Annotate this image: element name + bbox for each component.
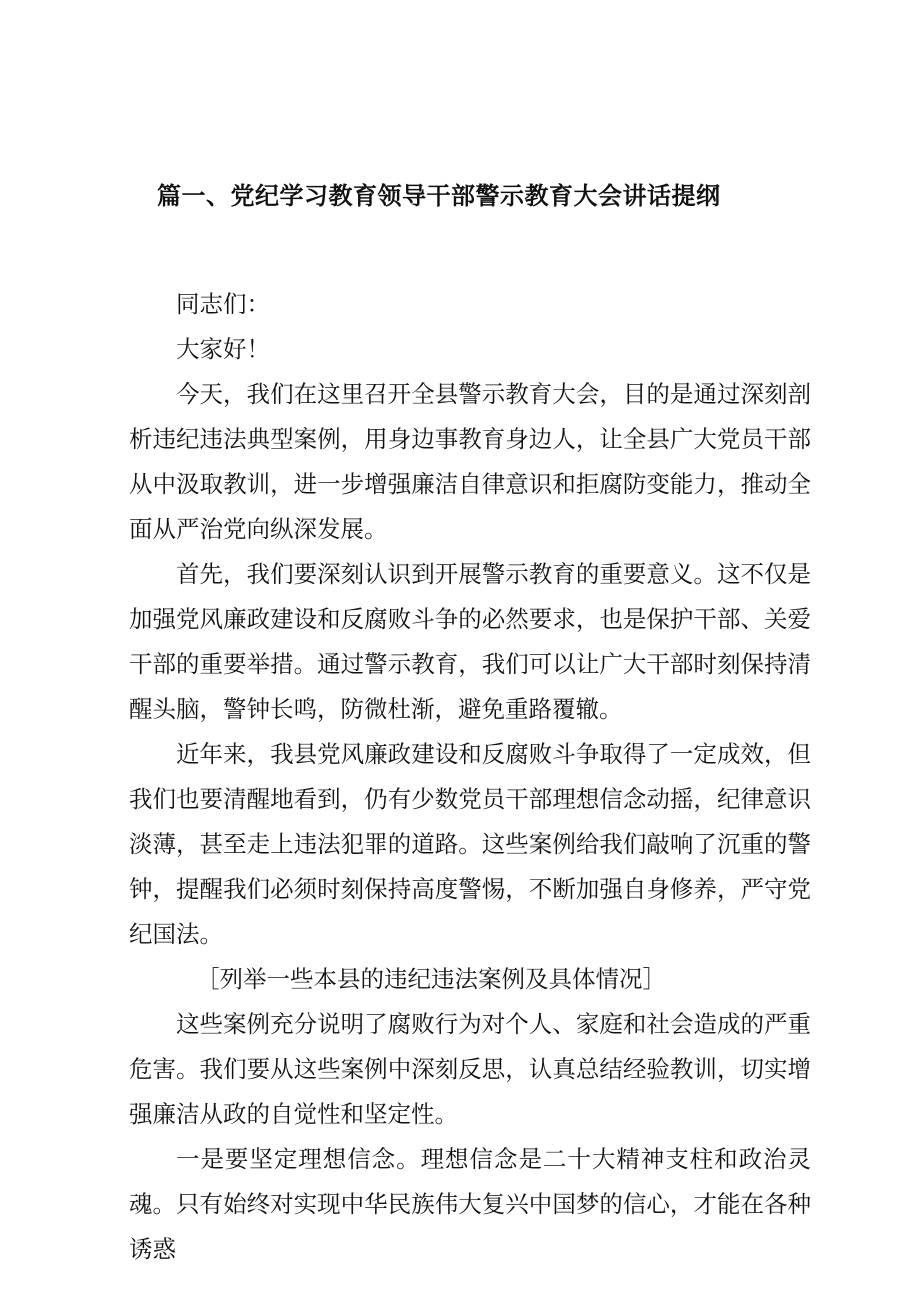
document-title: 篇一、党纪学习教育领导干部警示教育大会讲话提纲 (157, 182, 721, 210)
paragraph-intro: 今天，我们在这里召开全县警示教育大会，目的是通过深刻剖析违纪违法典型案例，用身边事教育身边人，让全县广大党员干部从中汲取教训，进一步增强廉洁自律意识和拒腐防变能力，推动全面从严治党向纵深发展。 (129, 380, 811, 543)
paragraph-cases-lesson: 这些案例充分说明了腐败行为对个人、家庭和社会造成的严重危害。我们要从这些案例中深刻反思，认真总结经验教训，切实增强廉洁从政的自觉性和坚定性。 (129, 1010, 811, 1128)
salutation: 同志们： (176, 290, 270, 318)
document-body (129, 282, 811, 1272)
greeting: 大家好！ (176, 335, 270, 363)
paragraph-significance: 首先，我们要深刻认识到开展警示教育的重要意义。这不仅是加强党风廉政建设和反腐败斗争的必然要求，也是保护干部、关爱干部的重要举措。通过警示教育，我们可以让广大干部时刻保持清醒头脑，警钟长鸣，防微杜渐，避免重路覆辙。 (129, 560, 811, 723)
paragraph-point-one: 一是要坚定理想信念。理想信念是二十大精神支柱和政治灵魂。只有始终对实现中华民族伟大复兴中国梦的信心，才能在各种诱惑 (129, 1145, 811, 1263)
bracketed-note: ［列举一些本县的违纪违法案例及具体情况］ (196, 965, 666, 993)
paragraph-recent-years: 近年来，我县党风廉政建设和反腐败斗争取得了一定成效，但我们也要清醒地看到，仍有少数党员干部理想信念动摇，纪律意识淡薄，甚至走上违法犯罪的道路。这些案例给我们敲响了沉重的警钟，提醒我们必须时刻保持高度警惕，不断加强自身修养，严守党纪国法。 (129, 740, 811, 948)
